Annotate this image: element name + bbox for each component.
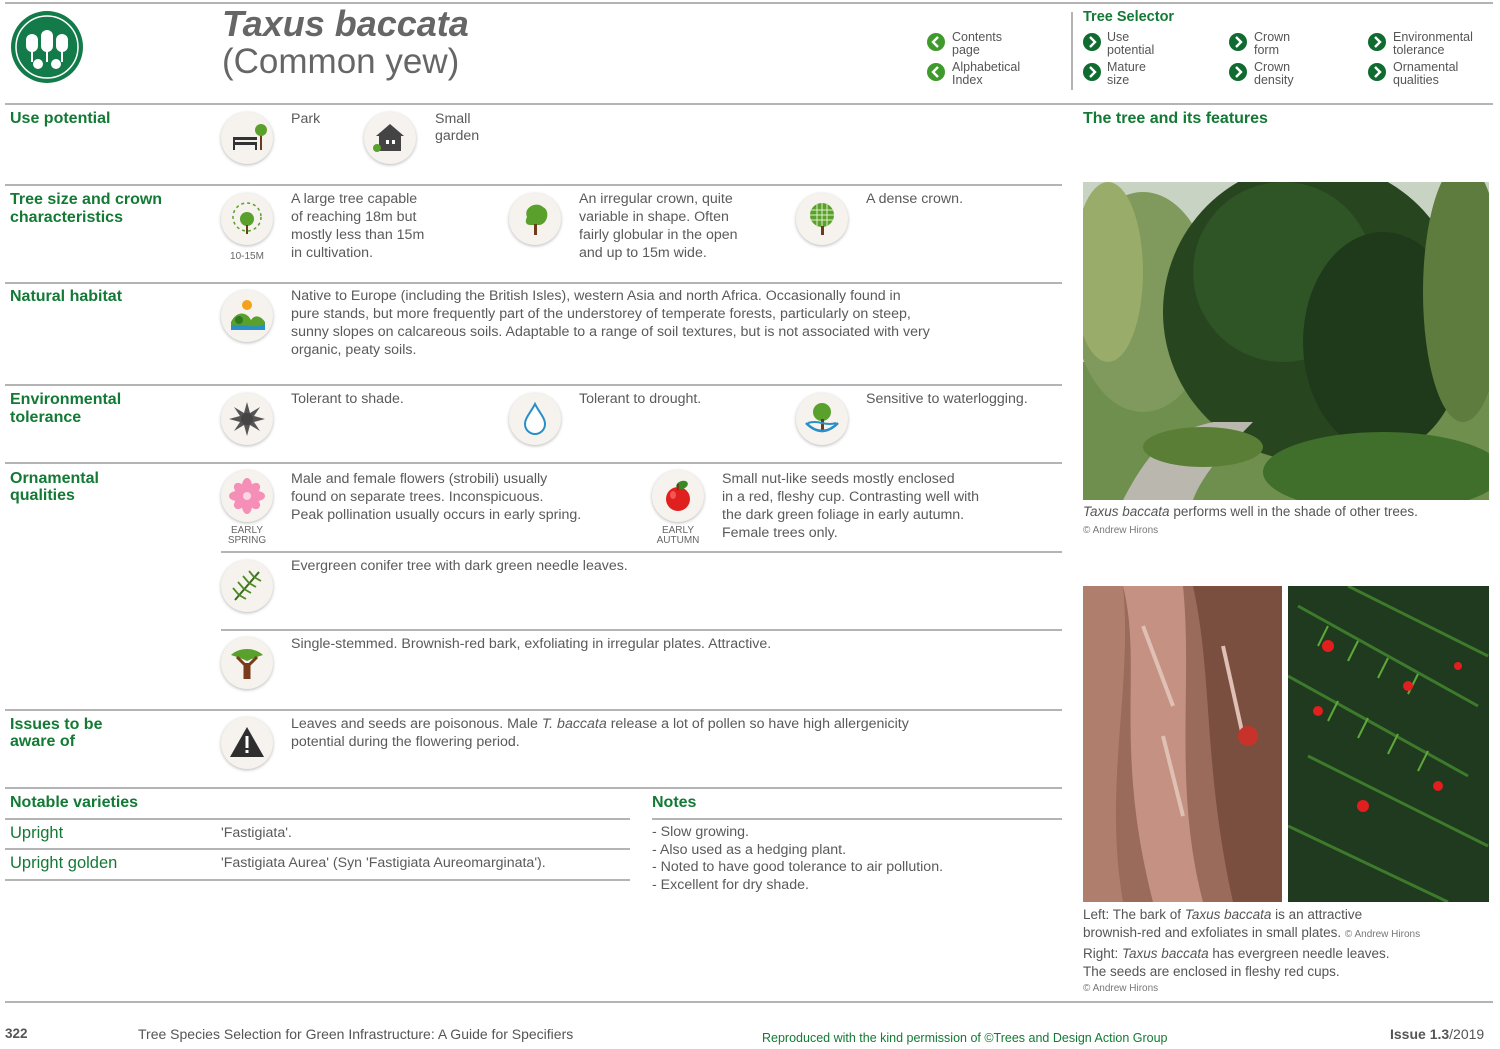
header-rule [5,103,1493,105]
bark-photo [1083,586,1282,902]
list-item: - Slow growing. [652,824,749,840]
page-title-common: (Common yew) [222,42,460,81]
nav-label: page [952,43,980,57]
section-label-use-potential: Use potential [10,110,111,127]
nav-label: Alphabetical [952,60,1021,74]
waterlogging-icon [796,393,848,445]
chevron-left-icon [927,33,945,51]
tree-size-caption: 10-15M [230,251,264,262]
selector-label: density [1254,73,1294,87]
selector-label: potential [1107,43,1155,57]
chevron-left-icon [927,63,945,81]
bark-text: Single-stemmed. Brownish-red bark, exfoliating in irregular plates. Attractive. [291,636,772,652]
variety-value: 'Fastigiata Aurea' (Syn 'Fastigiata Aureomarginata'). [221,855,546,871]
chevron-right-icon [1083,63,1101,81]
guide-title: Tree Species Selection for Green Infrastructure: A Guide for Specifiers [138,1026,574,1042]
nav-label: Index [952,73,983,87]
selector-label: Ornamental [1393,60,1459,74]
crown-density-text: A dense crown. [866,191,964,207]
section-rule [5,848,630,850]
chevron-right-icon [1229,63,1247,81]
use-garden-text: garden [435,128,480,144]
section-rule [652,818,1062,820]
flower-season-caption: EARLY SPRING [227,525,267,546]
photo-caption: Taxus baccata performs well in the shade of other trees. [1083,504,1418,519]
selector-label: size [1107,73,1130,87]
tree-selector-title: Tree Selector [1083,9,1175,25]
section-rule [5,384,1062,386]
footer-rule [5,1001,1493,1003]
foliage-text: Evergreen conifer tree with dark green needle leaves. [291,558,628,574]
tree-trunk-icon [221,637,273,689]
page-number: 322 [5,1026,28,1041]
chevron-right-icon [1368,63,1386,81]
logo [10,10,84,84]
chevron-right-icon [1229,33,1247,51]
waterlogging-text: Sensitive to waterlogging. [866,391,1028,407]
fruit-icon [652,470,704,522]
list-item: - Noted to have good tolerance to air pollution. [652,859,944,875]
selector-label: tolerance [1393,43,1445,57]
use-garden-text: Small [435,111,471,127]
variety-name: Upright golden [10,854,118,872]
crown-shape-text: An irregular crown, quite variable in shape. Often fairly globular in the open and up to 15m wide. [579,191,738,261]
selector-label: Environmental [1393,30,1473,44]
issue-number: Issue 1.3/2019 [1390,1026,1485,1042]
dense-crown-icon [796,193,848,245]
section-label-features: The tree and its features [1083,110,1268,127]
header-divider [1071,12,1073,90]
section-label-notes: Notes [652,794,697,811]
foliage-photo [1288,586,1489,902]
section-rule [5,787,1062,789]
section-label-tree-size: characteristics [10,209,123,226]
selector-label: form [1254,43,1279,57]
selector-label: qualities [1393,73,1439,87]
section-label-tree-size: Tree size and crown [10,191,163,208]
section-label-issues: Issues to be [10,716,103,733]
section-label-ornamental-qualities: qualities [10,487,75,504]
park-bench-icon [221,112,273,164]
fruit-text: Small nut-like seeds mostly enclosed in a red, fleshy cup. Contrasting well with the dark green foliage in early autumn. Female trees only. [722,471,980,541]
tree-size-text: A large tree capable of reaching 18m but mostly less than 15m in cultivation. [291,191,425,261]
variety-name: Upright [10,824,64,842]
permission-note: Reproduced with the kind permission of ©Trees and Design Action Group [762,1031,1168,1045]
list-item: - Also used as a hedging plant. [652,841,847,858]
chevron-right-icon [1083,33,1101,51]
section-rule [5,462,1062,464]
shade-text: Tolerant to shade. [291,391,404,407]
section-label-notable-varieties: Notable varieties [10,794,139,811]
selector-label: Crown [1254,30,1291,44]
section-rule [221,629,1062,631]
tree-size-icon [221,193,273,245]
tree-photo [1083,182,1489,500]
house-icon [364,112,416,164]
warning-icon [221,717,273,769]
photo-credit: © Andrew Hirons [1083,983,1159,994]
section-rule [5,709,1062,711]
chevron-right-icon [1368,33,1386,51]
drought-text: Tolerant to drought. [579,391,702,407]
conifer-leaf-icon [221,560,273,612]
section-rule [5,879,630,881]
natural-habitat-text: Native to Europe (including the British Isles), western Asia and north Africa. Occasionally found in pure stands, but more frequently part of the understorey of temperate forests, particularly on steep, sunny slopes on calcareous soils. Adaptable to a range of soil textures, but is not associated with very organic, peaty soils. [291,288,930,358]
section-label-natural-habitat: Natural habitat [10,288,123,305]
photo-caption: Left: The bark of Taxus baccata is an attractive brownish-red and exfoliates in small plates. © Andrew Hirons [1083,907,1421,940]
landscape-icon [221,290,273,342]
section-rule [5,184,1062,186]
selector-label: Mature [1107,60,1146,74]
selector-label: Crown [1254,60,1291,74]
flower-icon [221,470,273,522]
shade-icon [221,393,273,445]
section-label-issues: aware of [10,733,75,750]
use-park-text: Park [291,111,321,127]
photo-credit: © Andrew Hirons [1344,929,1421,940]
notes-list [652,824,943,894]
fruit-season-caption: EARLY AUTUMN [656,525,700,546]
drought-drop-icon [509,393,561,445]
variety-value: 'Fastigiata'. [221,825,292,841]
page-title-latin: Taxus baccata [222,3,469,44]
issues-text: Leaves and seeds are poisonous. Male T. baccata release a lot of pollen so have high allergenicity potential during the flowering period. [291,716,909,750]
section-rule [5,818,630,820]
section-label-environmental-tolerance: Environmental [10,391,122,408]
irregular-crown-icon [509,193,561,245]
section-rule [221,551,1062,553]
flowers-text: Male and female flowers (strobili) usually found on separate trees. Inconspicuous. Peak pollination usually occurs in early spring. [291,471,582,523]
nav-label: Contents [952,30,1003,44]
section-label-environmental-tolerance: tolerance [10,409,82,426]
selector-label: Use [1107,30,1130,44]
photo-credit: © Andrew Hirons [1083,525,1159,536]
section-label-ornamental-qualities: Ornamental [10,470,99,487]
section-rule [5,282,1062,284]
photo-caption: Right: Taxus baccata has evergreen needle leaves. The seeds are enclosed in fleshy red cups. [1083,946,1390,979]
list-item: - Excellent for dry shade. [652,876,809,893]
